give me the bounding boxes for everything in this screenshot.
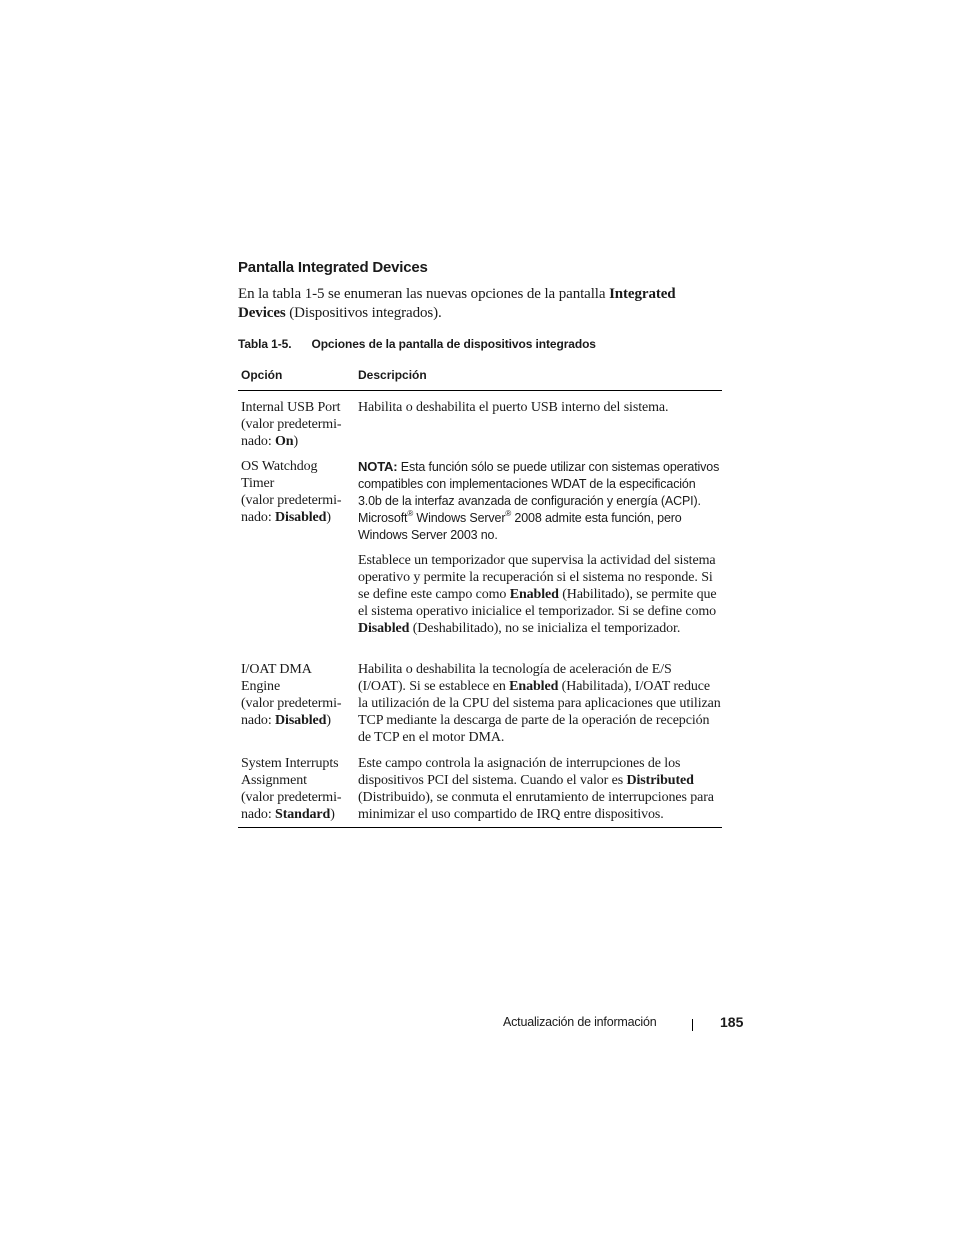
options-table — [238, 366, 722, 828]
table-row — [238, 391, 722, 450]
option-default-prefix: nado: — [241, 807, 276, 822]
description-part: (Distribuido), se conmuta el enrutamiento de interrupciones para minimizar el uso compartido de IRQ entre dispositivos. — [358, 790, 714, 822]
registered-mark: ® — [505, 509, 512, 518]
description-cell — [358, 399, 722, 450]
table-caption-number: Tabla 1-5. — [238, 337, 292, 351]
option-name-cont: Assignment — [241, 773, 307, 788]
description-text: Habilita o deshabilita el puerto USB interno del sistema. — [358, 400, 669, 415]
description-part: Habilita o deshabilita la tecnología de aceleración de E/S (I/OAT). Si se establece en — [358, 662, 672, 694]
description-text — [358, 661, 722, 746]
option-name: I/OAT DMA — [241, 662, 312, 677]
option-cell — [238, 755, 358, 827]
description-cell — [358, 661, 722, 747]
option-name: Internal USB Port — [241, 400, 341, 415]
intro-bold-term: Integrated Devices — [238, 286, 676, 321]
page-number: 185 — [720, 1014, 744, 1030]
option-name-cont: Engine — [241, 679, 281, 694]
note-text: Esta función sólo se puede utilizar con sistemas operativos compatibles con implementaciones WDAT de la especificación 3.0b de la interfaz avanzada de configuración y energía (ACPI). Microsoft — [358, 460, 720, 525]
table-header-row — [238, 366, 722, 391]
description-bold: Distributed — [626, 773, 694, 788]
description-part: Establece un temporizador que supervisa la actividad del sistema operativo y permite la recuperación si el sistema no responde. Si se define este campo como — [358, 553, 716, 602]
table-caption — [238, 337, 596, 351]
note-block — [358, 458, 722, 544]
option-default-value: Standard — [275, 807, 331, 822]
option-name: OS Watchdog — [241, 459, 318, 474]
description-bold: Enabled — [509, 587, 559, 602]
option-default-suffix: ) — [326, 713, 331, 728]
option-name: System Interrupts — [241, 756, 339, 771]
table-row — [238, 653, 722, 747]
option-default-label: (valor predetermi- — [241, 790, 342, 805]
option-default-label: (valor predetermi- — [241, 493, 342, 508]
option-cell — [238, 661, 358, 747]
option-default-suffix: ) — [326, 510, 331, 525]
option-cell — [238, 399, 358, 450]
description-part: (Habilitado), se permite que el sistema operativo inicialice el temporizador. Si se define como — [358, 587, 717, 619]
intro-paragraph — [238, 285, 718, 323]
option-default-prefix: nado: — [241, 434, 276, 449]
description-text — [358, 552, 722, 637]
option-default-value: Disabled — [275, 713, 327, 728]
header-description: Descripción — [358, 368, 427, 382]
option-name-cont: Timer — [241, 476, 275, 491]
description-cell — [358, 755, 722, 827]
note-label: NOTA: — [358, 459, 398, 474]
option-default-prefix: nado: — [241, 510, 276, 525]
option-default-label: (valor predetermi- — [241, 696, 342, 711]
option-default-suffix: ) — [330, 807, 335, 822]
note-text: Windows Server — [413, 511, 506, 525]
table-caption-title: Opciones de la pantalla de dispositivos integrados — [311, 337, 596, 351]
option-cell — [238, 458, 358, 653]
header-option: Opción — [241, 368, 283, 382]
description-text — [358, 755, 722, 823]
description-part: (Habilitada), I/OAT reduce la utilización de la CPU del sistema para aplicaciones que utilizan TCP mediante la descarga de parte de la operación de recepción de TCP en el motor DMA. — [358, 679, 721, 745]
note-text: 2008 admite esta función, pero Windows Server 2003 no. — [358, 511, 682, 542]
option-default-value: Disabled — [275, 510, 327, 525]
description-part: (Deshabilitado), no se inicializa el temporizador. — [409, 621, 681, 636]
description-part: Este campo controla la asignación de interrupciones de los dispositivos PCI del sistema. Cuando el valor es — [358, 756, 681, 788]
description-cell — [358, 458, 722, 653]
description-bold: Enabled — [509, 679, 559, 694]
registered-mark: ® — [407, 509, 414, 518]
option-default-suffix: ) — [293, 434, 299, 449]
description-bold: Disabled — [358, 621, 410, 636]
option-default-prefix: nado: — [241, 713, 276, 728]
option-default-value: On — [275, 434, 294, 449]
table-row — [238, 450, 722, 653]
table-row — [238, 747, 722, 827]
option-default-label: (valor predetermi- — [241, 417, 342, 432]
footer-divider — [692, 1019, 693, 1031]
section-heading: Pantalla Integrated Devices — [238, 259, 428, 276]
intro-text-end: (Dispositivos integrados). — [285, 305, 442, 321]
intro-text: En la tabla 1-5 se enumeran las nuevas opciones de la pantalla — [238, 286, 610, 302]
footer-section-title: Actualización de información — [503, 1015, 657, 1029]
